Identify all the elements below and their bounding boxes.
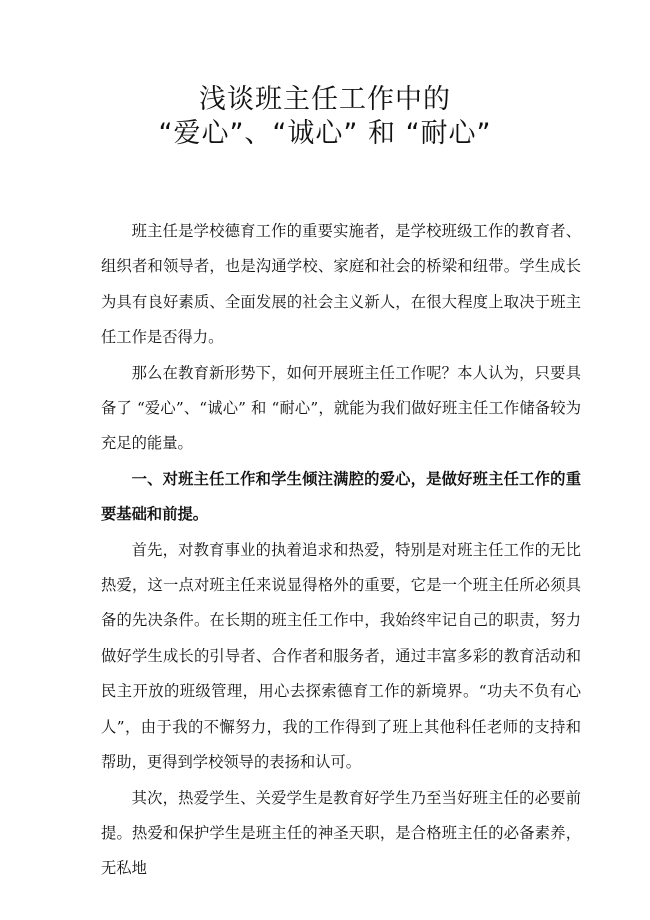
paragraph-first: 首先，对教育事业的执着追求和热爱，特别是对班主任工作的无比热爱，这一点对班主任来说显得格外的重要，它是一个班主任所必须具备的先决条件。在长期的班主任工作中，我始终牢记自己的职责，努力做好学生成长的引导者、合作者和服务者，通过丰富多彩的教育活动和民主开放的班级管理，用心去探索德育工作的新境界。“功夫不负有心人”，由于我的不懈努力，我的工作得到了班上其他科任老师的支持和帮助，更得到学校领导的表扬和认可。 — [101, 540, 581, 772]
paragraph-second: 其次，热爱学生、关爱学生是教育好学生乃至当好班主任的必要前提。热爱和保护学生是班主任的神圣天职，是合格班主任的必备素养，无私地 — [101, 788, 581, 878]
paragraph-intro: 班主任是学校德育工作的重要实施者，是学校班级工作的教育者、组织者和领导者，也是沟通学校、家庭和社会的桥梁和纽带。学生成长为具有良好素质、全面发展的社会主义新人，在很大程度上取决于班主任工作是否得力。 — [101, 222, 581, 347]
document-title-line-2: “爱心”、“诚心” 和 “耐心” — [158, 118, 492, 149]
document-title-line-1: 浅谈班主任工作中的 — [199, 84, 451, 115]
section-heading-1: 一、对班主任工作和学生倾注满腔的爱心，是做好班主任工作的重要基础和前提。 — [101, 469, 581, 524]
paragraph-question: 那么在教育新形势下，如何开展班主任工作呢？本人认为，只要具备了 “爱心”、“诚心” 和 “耐心”，就能为我们做好班主任工作储备较为充足的能量。 — [101, 363, 581, 453]
document-body — [101, 214, 581, 887]
